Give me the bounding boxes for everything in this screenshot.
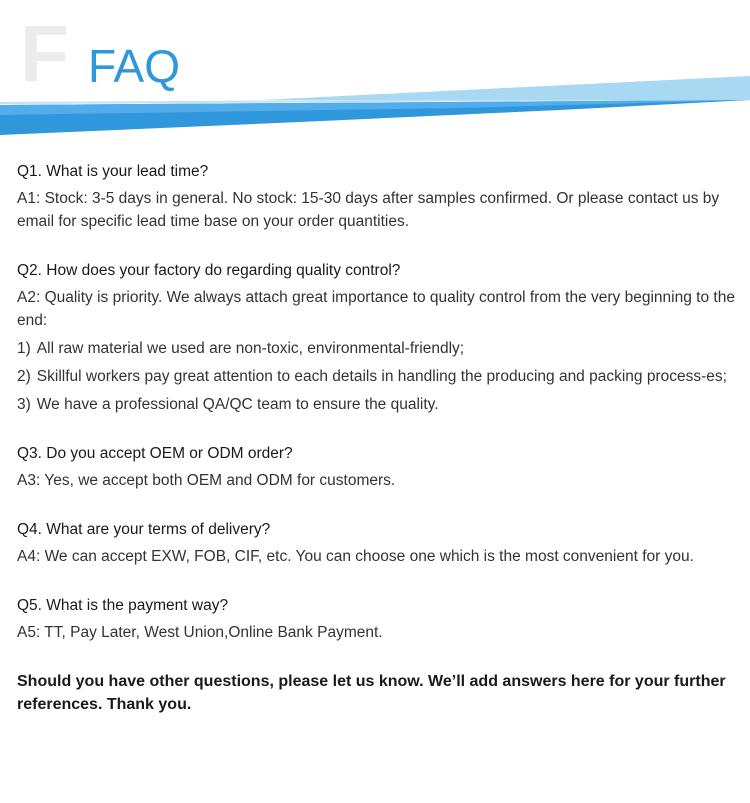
- list-text: All raw material we used are non-toxic, environmental-friendly;: [36, 340, 465, 357]
- question: Q3. Do you accept OEM or ODM order?: [17, 445, 293, 462]
- answer: A4: We can accept EXW, FOB, CIF, etc. You can choose one which is the most convenient for you.: [17, 548, 694, 565]
- header-swoosh-band: [0, 70, 750, 140]
- faq-item-2: [17, 259, 742, 416]
- question: Q2. How does your factory do regarding quality control?: [17, 262, 401, 279]
- list-item: [17, 365, 742, 388]
- faq-item-3: [17, 442, 742, 492]
- list-text: We have a professional QA/QC team to ensure the quality.: [36, 396, 439, 413]
- faq-item-1: [17, 160, 742, 233]
- answer: A1: Stock: 3-5 days in general. No stock: 15-30 days after samples confirmed. Or please contact us by email for specific lead time base on your order quantities.: [17, 190, 720, 230]
- question: Q4. What are your terms of delivery?: [17, 521, 271, 538]
- faq-content: [17, 160, 742, 732]
- list-item: [17, 393, 742, 416]
- question: Q5. What is the payment way?: [17, 597, 229, 614]
- decorative-letter: F: [20, 9, 69, 98]
- list-text: Skillful workers pay great attention to each details in handling the producing and packing process-es;: [36, 368, 727, 385]
- closing-note: Should you have other questions, please let us know. We’ll add answers here for your further references. Thank you.: [17, 673, 726, 713]
- answer: A2: Quality is priority. We always attach great importance to quality control from the very beginning to the end:: [17, 289, 735, 329]
- list-number: 3): [17, 396, 31, 413]
- faq-item-4: [17, 518, 742, 568]
- question: Q1. What is your lead time?: [17, 163, 209, 180]
- answer: A3: Yes, we accept both OEM and ODM for customers.: [17, 472, 396, 489]
- list-item: [17, 337, 742, 360]
- page-title: FAQ: [88, 40, 181, 92]
- faq-header: [0, 0, 750, 140]
- list-number: 1): [17, 340, 31, 357]
- list-number: 2): [17, 368, 31, 385]
- faq-item-5: [17, 594, 742, 644]
- answer: A5: TT, Pay Later, West Union,Online Bank Payment.: [17, 624, 383, 641]
